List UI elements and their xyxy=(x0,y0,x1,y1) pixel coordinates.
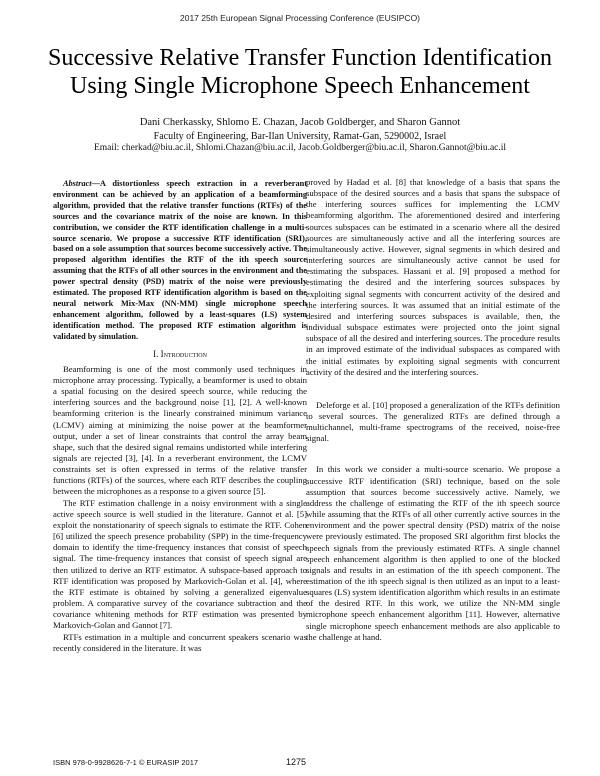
abstract-label: Abstract— xyxy=(63,179,100,188)
page-number: 1275 xyxy=(286,757,307,767)
conference-header: 2017 25th European Signal Processing Conference (EUSIPCO) xyxy=(179,13,421,23)
intro-paragraph-3: RTFs estimation in a multiple and concurrent speakers scenario was recently considered in the literature. It was xyxy=(53,631,307,653)
intro-paragraph-3-continued: proved by Hadad et al. [8] that knowledge of a basis that spans the subspace of the desired sources and a basis that spans the subspace of the interfering sources suffices for implementing the LCMV beamforming algorithm. The aforementioned desired and interfering sources subspaces can be estimated in a scenario where all the desired sources are simultaneously active and all the interfering sources are simultaneously active. However, signal segments in which desired and interfering sources are simultaneously active cannot be used for estimating the subspaces. Hassani et al. [9] proposed a method for estimating the desired and the interfering sources subspaces by exploiting signal segments with concurrent activity of the desired and the interfering sources. It was assumed that an initial estimate of the desired and interfering sources subspaces is available, then, the individual subspace estimates were projected onto the joint signal subspace of all the desired and interfering sources. The procedure results in an improved estimate of the individual subspaces as compared with the initial estimates by exploiting signal segments with concurrent activity of the desired and the interfering sources. xyxy=(306,177,560,377)
intro-paragraph-1: Beamforming is one of the most commonly used techniques in microphone array processing. Typically, a beamformer is used to obtain a spatial focusing on the desired speech source, while reducing the interfering sources and the background noise [1], [2]. A well-known beamforming criterion is the linearly constrained minimum variance (LCMV) aiming at minimizing the noise power at the beamformer output, under a set of linear constraints that control the array beam shape, such that the desired signal remains undistorted while interfering signals are rejected [3], [4]. In a reverberant environment, the LCMV constraints set is often expressed in terms of the relative transfer functions (RTFs) of the sources, where each RTF describes the coupling between the microphones as a response to a given source [5]. xyxy=(53,363,307,497)
right-column xyxy=(306,177,560,643)
authors: Dani Cherkassky, Shlomo E. Chazan, Jacob Goldberger, and Sharon Gannot xyxy=(139,117,461,128)
abstract-text: A distortionless speech extraction in a reverberant environment can be achieved by an application of a beamforming algorithm, provided that the relative transfer functions (RTFs) of the sources and the covariance matrix of the noise are known. In this contribution, we consider the RTF identification challenge in a multi-source scenario. We propose a successive RTF identification (SRI), based on a sole assumption that sources become successively active. The proposed algorithm identifies the RTF of the ith speech source assuming that the RTFs of all other sources in the environment and the power spectral density (PSD) matrix of the noise were previously estimated. The proposed RTF identification algorithm is based on the neural network Mix-Max (NN-MM) single microphone speech enhancement algorithm, followed by a least-squares (LS) system identification method. The proposed RTF estimation algorithm is validated by simulation. xyxy=(53,179,307,341)
section-heading-introduction: I. Introduction xyxy=(153,348,207,359)
paper-title xyxy=(30,44,570,100)
affiliation: Faculty of Engineering, Bar-Ilan University, Ramat-Gan, 5290002, Israel xyxy=(153,131,447,142)
title-line-2: Using Single Microphone Speech Enhancement xyxy=(70,73,530,99)
abstract xyxy=(53,179,307,343)
left-column xyxy=(53,179,307,654)
author-emails: Email: cherkad@biu.ac.il, Shlomi.Chazan@biu.ac.il, Jacob.Goldberger@biu.ac.il, Sharon.Gannot@biu.ac.il xyxy=(93,143,507,153)
title-line-1: Successive Relative Transfer Function Identification xyxy=(48,45,552,71)
intro-paragraph-2: The RTF estimation challenge in a noisy environment with a single active speech source is well studied in the literature. Gannot et al. [5] exploit the nonstationarity of speech signals to estimate the RTF. Cohen [6] utilized the speech presence probability (SPP) in the time-frequency domain to identify the time-frequency instances that consist of speech signal. The time-frequency instances that consist of speech signal are then utilized to derive an RTF estimator. A subspace-based approach to RTF identification was proposed by Markovich-Golan et al. [4], where the RTF estimate is obtained by solving a generalized eigenvalue problem. A comparative survey of the covariance subtraction and the covariance whitening methods for RTF estimation was presented by Markovich-Golan and Gannot [7]. xyxy=(53,497,307,631)
footer-isbn: ISBN 978-0-9928626-7-1 © EURASIP 2017 xyxy=(53,758,199,767)
intro-paragraph-5: In this work we consider a multi-source scenario. We propose a successive RTF identification (SRI) technique, based on the sole assumption that sources become successively active. Namely, we address the challenge of estimating the RTF of the ith speech source while assuming that the RTFs of all other currently active sources in the environment and the power spectral density (PSD) matrix of the noise were previously estimated. The proposed SRI algorithm first blocks the speech signals from the previously estimated RTFs. A single channel speech enhancement algorithm is then applied to one of the blocked signals and results in an estimation of the ith speech component. The estimation of the ith speech signal is then utilized as an input to a least-squares (LS) system identification algorithm which results in an estimate of the desired RTF. In this work, we utilize the NN-MM single microphone speech enhancement algorithm [11]. However, alternative single microphone speech enhancement methods are also applicable to the challenge at hand. xyxy=(306,464,560,642)
intro-paragraph-4: Deleforge et al. [10] proposed a generalization of the RTFs definition to several sources. The generalized RTFs are defined through a multichannel, multi-frame spectrograms of the received, noise-free signal. xyxy=(306,399,560,444)
